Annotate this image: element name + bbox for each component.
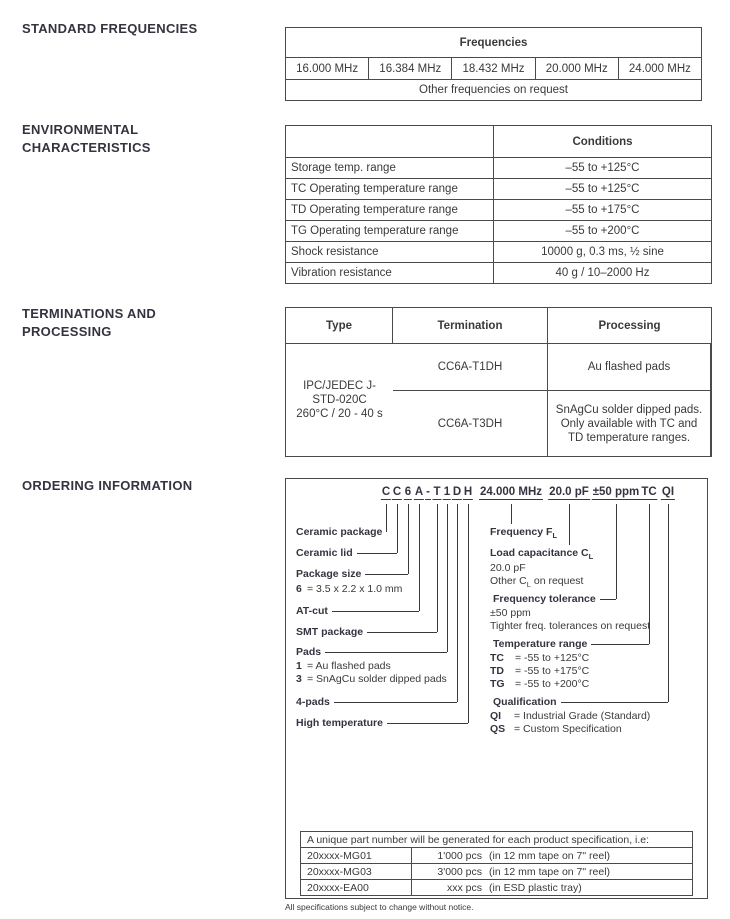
code-token: 1 — [443, 486, 451, 498]
connector-line — [386, 504, 387, 532]
env-row-value: 10000 g, 0.3 ms, ½ sine — [541, 246, 664, 258]
processing-line1: IPC/JEDEC J-STD-020C — [303, 380, 376, 406]
label-text: Ceramic package — [296, 526, 383, 538]
env-row-value: 40 g / 10–2000 Hz — [555, 267, 650, 279]
frequency-cell: 24.000 MHz — [628, 62, 691, 75]
label-smt-package — [296, 626, 437, 638]
env-row-value: –55 to +125°C — [565, 183, 640, 195]
env-row-label: TC Operating temperature range — [286, 179, 494, 199]
label-package-size-detail — [296, 583, 402, 595]
label-load-cap-request: Other $C_L$ on request — [490, 575, 584, 590]
part-number-table-header: A unique part number will be generated for each product specification, i.e: — [301, 832, 692, 848]
part-number: 20xxxx-EA00 — [301, 880, 412, 895]
connector-line — [419, 504, 420, 611]
connector-line — [397, 504, 398, 553]
termination-line1: SnAgCu solder dipped pads. — [555, 403, 703, 416]
footer-disclaimer: All specifications subject to change without notice. — [285, 902, 474, 912]
label-text: AT-cut — [296, 605, 328, 617]
label-text: SMT package — [296, 626, 364, 638]
code-token-tolerance: ±50 ppm — [592, 486, 640, 498]
env-row-label: Shock resistance — [286, 242, 494, 262]
connector-line — [334, 702, 457, 703]
label-text: = SnAgCu solder dipped pads — [307, 673, 447, 685]
connector-line — [591, 644, 649, 645]
packaging: (in ESD plastic tray) — [489, 881, 582, 894]
part-qty-cell — [412, 864, 692, 879]
terminations-processing-cell — [286, 344, 393, 456]
label-temp-td: TD = -55 to +175°C — [490, 665, 590, 677]
terminations-row2-termination — [548, 391, 711, 456]
label-frequency-tolerance — [493, 593, 616, 605]
label-at-cut — [296, 605, 419, 617]
terminations-header-termination: Termination — [393, 308, 548, 344]
code-token: C — [392, 486, 402, 498]
code-token: 6 — [404, 486, 412, 498]
connector-line — [408, 504, 409, 574]
code-token: D — [452, 486, 462, 498]
label-ceramic-package — [296, 526, 386, 538]
code-token-frequency: 24.000 MHz — [479, 486, 543, 498]
connector-line — [668, 504, 669, 702]
ordering-diagram-box — [285, 478, 708, 899]
part-number-table — [300, 831, 693, 896]
frequency-cell: 16.384 MHz — [369, 58, 452, 79]
table-row — [286, 199, 711, 220]
code-token: T — [433, 486, 441, 498]
frequency-cell: 16.000 MHz — [286, 58, 369, 79]
connector-line — [367, 632, 437, 633]
env-row-label: Vibration resistance — [286, 263, 494, 283]
termination-line2: Only available with TC and TD temperature ranges. — [560, 417, 698, 444]
label-package-size — [296, 568, 408, 580]
terminations-table — [285, 307, 712, 457]
label-text: Qualification — [493, 696, 557, 708]
table-row — [286, 178, 711, 199]
terminations-row2-type: CC6A-T3DH — [393, 391, 548, 456]
part-number: 20xxxx-MG03 — [301, 864, 412, 879]
section-heading-ordering: ORDERING INFORMATION — [22, 478, 193, 493]
connector-line — [569, 504, 570, 545]
connector-line — [365, 574, 408, 575]
label-bold-prefix: 6 — [296, 583, 302, 595]
label-high-temperature — [296, 717, 468, 729]
label-text: 4-pads — [296, 696, 330, 708]
code-token-temp-range: TC — [641, 486, 657, 498]
table-row — [286, 241, 711, 262]
quantity: xxx pcs — [446, 881, 482, 894]
label-qual-qi: QI = Industrial Grade (Standard) — [490, 710, 651, 722]
section-heading-terminations: TERMINATIONS AND PROCESSING — [22, 306, 157, 339]
label-text: High temperature — [296, 717, 383, 729]
table-row — [286, 157, 711, 178]
table-row — [286, 262, 711, 283]
connector-line — [511, 504, 512, 524]
part-qty-cell — [412, 880, 692, 895]
connector-line — [332, 611, 419, 612]
quantity: 1'000 pcs — [437, 849, 482, 862]
label-tolerance-request: Tighter freq. tolerances on request — [490, 620, 651, 632]
code-token-qualification: QI — [661, 486, 675, 498]
env-row-value: –55 to +175°C — [565, 204, 640, 216]
env-row-label: Storage temp. range — [286, 158, 494, 178]
table-row — [286, 220, 711, 241]
label-pads-option-3 — [296, 673, 447, 685]
frequencies-table-footer: Other frequencies on request — [419, 84, 568, 96]
label-temp-tg: TG = -55 to +200°C — [490, 678, 590, 690]
table-row — [301, 880, 692, 895]
packaging: (in 12 mm tape on 7" reel) — [489, 865, 611, 878]
label-text: Frequency $F_L$ — [490, 526, 558, 541]
connector-line — [357, 553, 397, 554]
environmental-header-empty — [286, 126, 494, 157]
env-row-label: TD Operating temperature range — [286, 200, 494, 220]
connector-line — [457, 504, 458, 702]
connector-line — [387, 723, 468, 724]
connector-line — [616, 504, 617, 599]
label-bold-prefix: 3 — [296, 673, 302, 685]
connector-line — [468, 504, 469, 723]
code-token: C — [381, 486, 391, 498]
label-pads — [296, 646, 447, 658]
quantity: 3'000 pcs — [437, 865, 482, 878]
connector-line — [437, 504, 438, 632]
environmental-header-conditions: Conditions — [572, 135, 633, 148]
section-heading-environmental: ENVIRONMENTAL CHARACTERISTICS — [22, 122, 151, 155]
label-text: Package size — [296, 568, 362, 580]
frequencies-table — [285, 27, 702, 101]
label-ceramic-lid — [296, 547, 397, 559]
env-row-value: –55 to +200°C — [565, 225, 640, 237]
environmental-table — [285, 125, 712, 284]
code-token-load-capacitance: 20.0 pF — [549, 486, 589, 498]
frequencies-table-header: Frequencies — [286, 28, 701, 58]
connector-line — [561, 702, 668, 703]
label-bold-prefix: 1 — [296, 660, 302, 672]
environmental-header-row — [286, 126, 711, 157]
terminations-header-type: Type — [286, 308, 393, 344]
part-number: 20xxxx-MG01 — [301, 848, 412, 863]
table-row — [301, 848, 692, 864]
terminations-row1-type: CC6A-T1DH — [393, 344, 548, 391]
env-row-value: –55 to +125°C — [565, 162, 640, 174]
processing-line2: 260°C / 20 - 40 s — [296, 408, 383, 420]
table-row — [301, 864, 692, 880]
label-qual-qs: QS = Custom Specification — [490, 723, 622, 735]
label-text: Frequency tolerance — [493, 593, 596, 605]
code-token: A — [414, 486, 424, 498]
label-tolerance-value: ±50 ppm — [490, 607, 531, 619]
frequency-cell: 18.432 MHz — [452, 58, 535, 79]
label-load-cap-value: 20.0 pF — [490, 562, 526, 574]
frequencies-table-row — [286, 58, 701, 80]
frequency-cell: 20.000 MHz — [536, 58, 619, 79]
label-text: Temperature range — [493, 638, 588, 650]
code-token: - — [426, 486, 430, 498]
code-token: H — [463, 486, 473, 498]
label-text: Pads — [296, 646, 322, 658]
terminations-header-processing: Processing — [548, 308, 711, 344]
label-text: = Au flashed pads — [307, 660, 391, 672]
label-text: Ceramic lid — [296, 547, 353, 559]
label-pads-option-1 — [296, 660, 391, 672]
packaging: (in 12 mm tape on 7" reel) — [489, 849, 611, 862]
env-row-label: TG Operating temperature range — [286, 221, 494, 241]
label-four-pads — [296, 696, 457, 708]
label-frequency — [490, 526, 558, 541]
label-text: Load capacitance $C_L$ — [490, 547, 594, 562]
label-temp-tc: TC = -55 to +125°C — [490, 652, 590, 664]
label-temperature-range — [493, 638, 649, 650]
label-qualification — [493, 696, 668, 708]
connector-line — [447, 504, 448, 652]
connector-line — [325, 652, 447, 653]
part-qty-cell — [412, 848, 692, 863]
label-text: = 3.5 x 2.2 x 1.0 mm — [307, 583, 403, 595]
terminations-row1-termination: Au flashed pads — [548, 344, 711, 391]
connector-line — [600, 599, 616, 600]
section-heading-standard-frequencies: STANDARD FREQUENCIES — [22, 21, 198, 36]
label-load-capacitance — [490, 547, 594, 562]
